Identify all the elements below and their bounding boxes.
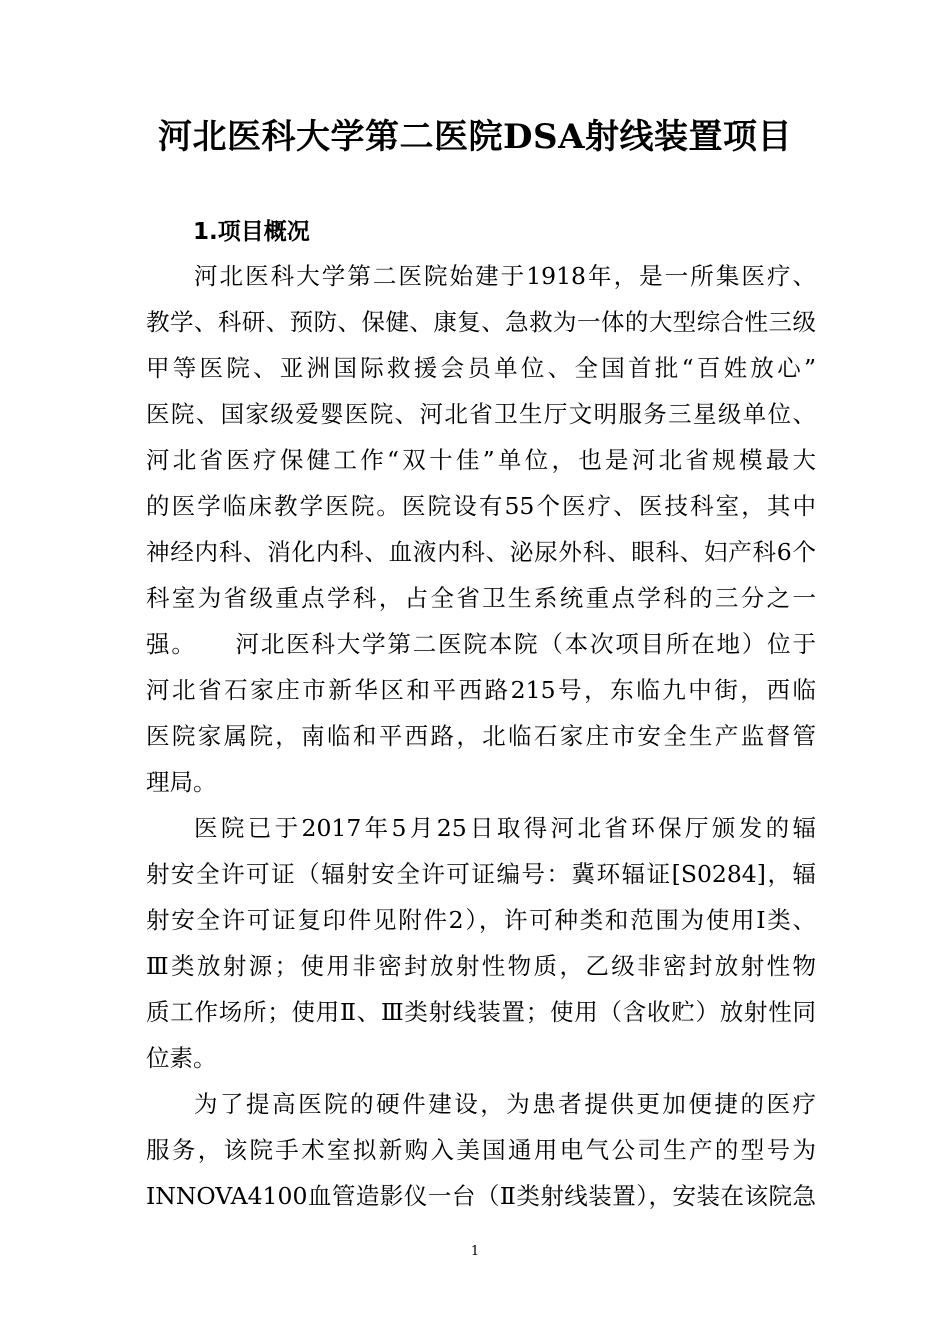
- paragraph-2-line-5: 质工作场所；使用Ⅱ、Ⅲ类射线装置；使用（含收贮）放射性同: [146, 998, 816, 1026]
- document-title: 河北医科大学第二医院DSA射线装置项目: [158, 117, 792, 157]
- paragraph-1-line-12: 理局。: [146, 768, 217, 796]
- paragraph-2-line-6: 位素。: [146, 1044, 217, 1072]
- page-number: 1: [470, 1244, 480, 1259]
- paragraph-3-line-1: 为了提高医院的硬件建设，为患者提供更加便捷的医疗: [194, 1090, 816, 1118]
- paragraph-1-line-10: 河北省石家庄市新华区和平西路215号，东临九中街，西临: [146, 676, 816, 704]
- paragraph-1-line-11: 医院家属院，南临和平西路，北临石家庄市安全生产监督管: [146, 722, 816, 750]
- paragraph-1-line-1: 河北医科大学第二医院始建于1918年，是一所集医疗、: [194, 262, 816, 290]
- paragraph-1-line-8: 科室为省级重点学科，占全省卫生系统重点学科的三分之一: [146, 584, 816, 612]
- paragraph-1-line-7: 神经内科、消化内科、血液内科、泌尿外科、眼科、妇产科6个: [146, 538, 816, 566]
- paragraph-3-line-2: 服务，该院手术室拟新购入美国通用电气公司生产的型号为: [146, 1136, 816, 1164]
- paragraph-1-line-9: 强。 河北医科大学第二医院本院（本次项目所在地）位于: [146, 630, 816, 658]
- paragraph-3-line-3: INNOVA4100血管造影仪一台（Ⅱ类射线装置），安装在该院急: [146, 1182, 816, 1210]
- paragraph-1-line-2: 教学、科研、预防、保健、康复、急救为一体的大型综合性三级: [146, 308, 816, 336]
- paragraph-2-line-2: 射安全许可证（辐射安全许可证编号：冀环辐证[S0284]，辐: [146, 860, 816, 888]
- paragraph-1-line-4: 医院、国家级爱婴医院、河北省卫生厅文明服务三星级单位、: [146, 400, 816, 428]
- paragraph-1-line-3: 甲等医院、亚洲国际救援会员单位、全国首批“百姓放心”: [146, 354, 816, 382]
- paragraph-2-line-4: Ⅲ类放射源；使用非密封放射性物质，乙级非密封放射性物: [146, 952, 816, 980]
- paragraph-2-line-1: 医院已于2017年5月25日取得河北省环保厅颁发的辐: [194, 814, 816, 842]
- paragraph-1-line-5: 河北省医疗保健工作“双十佳”单位，也是河北省规模最大: [146, 446, 816, 474]
- paragraph-2-line-3: 射安全许可证复印件见附件2），许可种类和范围为使用Ⅰ类、: [146, 906, 816, 934]
- section-heading: 1.项目概况: [193, 219, 310, 245]
- paragraph-1-line-6: 的医学临床教学医院。医院设有55个医疗、医技科室，其中: [146, 492, 816, 520]
